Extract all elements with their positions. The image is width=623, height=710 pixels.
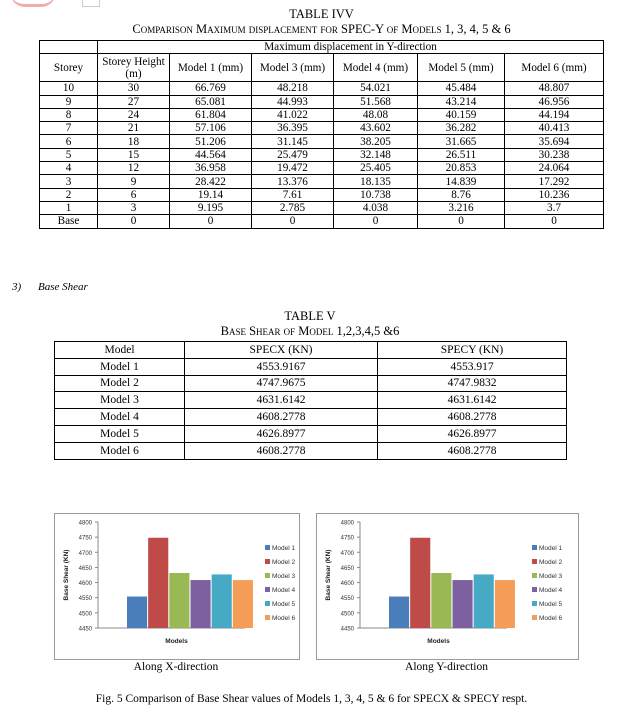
table1-cell: 25.479 (252, 148, 334, 161)
legend-swatch (532, 545, 537, 550)
table1-corner-cell (40, 41, 98, 54)
table1-caption: Comparison Maximum displacement for SPEC-Y of Models 1, 3, 4, 5 & 6 (132, 22, 511, 36)
table2-cell: Model 3 (55, 392, 185, 409)
table2-cell: Model 4 (55, 409, 185, 426)
y-tick-label: 4800 (340, 520, 354, 527)
legend-swatch (532, 559, 537, 564)
table1-row (40, 82, 604, 95)
bar-model-1 (389, 597, 409, 628)
table2-col-header: SPECY (KN) (378, 342, 567, 359)
table1-cell: 24 (98, 108, 170, 121)
table1-row (40, 215, 604, 228)
table1-cell: 30.238 (505, 148, 604, 161)
bar-model-2 (148, 538, 168, 628)
legend-item: Model 1 (272, 545, 296, 552)
table1-cell: 0 (334, 215, 418, 228)
table1-cell: Base (40, 215, 98, 228)
table2-cell: 4626.8977 (378, 425, 567, 442)
table1-cell: 46.956 (505, 95, 604, 108)
table1-col-header: Storey Height (m) (98, 54, 170, 82)
table1-cell: 8.76 (418, 188, 505, 201)
table1-cell: 3 (98, 201, 170, 214)
y-tick-label: 4600 (340, 581, 354, 588)
y-tick-label: 4700 (78, 550, 92, 557)
y-tick-label: 4500 (78, 611, 92, 618)
table1-cell: 0 (170, 215, 252, 228)
table1-cell: 21 (98, 122, 170, 135)
table2-header-row (55, 342, 567, 359)
legend-item: Model 4 (539, 587, 563, 594)
y-tick-label: 4500 (340, 611, 354, 618)
table1-row (40, 175, 604, 188)
table1-cell: 40.413 (505, 122, 604, 135)
legend-swatch (532, 615, 537, 620)
table1-number: TABLE IVV (289, 7, 354, 21)
table1-col-header: Model 5 (mm) (418, 54, 505, 82)
section-number: 3) (12, 281, 22, 293)
table1-cell: 10.738 (334, 188, 418, 201)
table1-cell: 4 (40, 162, 98, 175)
table1-cell: 6 (40, 135, 98, 148)
table1-cell: 54.021 (334, 82, 418, 95)
table1-cell: 40.159 (418, 108, 505, 121)
table2-col-header: Model (55, 342, 185, 359)
legend-swatch (532, 587, 537, 592)
chart-y-direction (316, 513, 579, 660)
table2-cell: Model 2 (55, 375, 185, 392)
chart-x-label: Along X-direction (133, 661, 219, 673)
table1-cell: 45.484 (418, 82, 505, 95)
table2-cell: 4608.2778 (185, 409, 378, 426)
table1-span-header-row (40, 41, 604, 54)
table1-col-header: Model 6 (mm) (505, 54, 604, 82)
table2-row (55, 375, 567, 392)
table1-cell: 18 (98, 135, 170, 148)
table2-cell: 4747.9832 (378, 375, 567, 392)
table1-cell: 0 (505, 215, 604, 228)
bar-model-4 (453, 580, 473, 628)
legend-swatch (265, 587, 270, 592)
table1-cell: 2.785 (252, 201, 334, 214)
table2-cell: 4553.9167 (185, 358, 378, 375)
legend-swatch (265, 615, 270, 620)
table1-cell: 26.511 (418, 148, 505, 161)
table1-cell: 9 (98, 175, 170, 188)
table2-row (55, 425, 567, 442)
legend-item: Model 3 (272, 573, 296, 580)
legend-swatch (532, 573, 537, 578)
table1-cell: 18.135 (334, 175, 418, 188)
legend-item: Model 6 (272, 615, 296, 622)
table1-cell: 9 (40, 95, 98, 108)
table1-cell: 51.206 (170, 135, 252, 148)
bar-model-1 (127, 597, 147, 628)
y-axis-label: Base Shear (KN) (325, 549, 332, 601)
table1-cell: 19.472 (252, 162, 334, 175)
y-tick-label: 4550 (78, 596, 92, 603)
table1-cell: 31.665 (418, 135, 505, 148)
table1-cell: 48.08 (334, 108, 418, 121)
table1-cell: 6 (98, 188, 170, 201)
table1-cell: 38.205 (334, 135, 418, 148)
legend-item: Model 2 (539, 559, 563, 566)
table2-cell: 4553.917 (378, 358, 567, 375)
table1-cell: 66.769 (170, 82, 252, 95)
table1-cell: 27 (98, 95, 170, 108)
table1-displacement (39, 40, 604, 229)
bar-model-6 (495, 580, 515, 628)
y-tick-label: 4450 (340, 626, 354, 633)
table1-cell: 10 (40, 82, 98, 95)
table2-row (55, 409, 567, 426)
table1-cell: 19.14 (170, 188, 252, 201)
table1-span-header: Maximum displacement in Y-direction (98, 41, 604, 54)
legend-item: Model 6 (539, 615, 563, 622)
header-logo-fragment (10, 0, 56, 7)
header-corner-mark (82, 0, 100, 7)
table1-cell: 36.395 (252, 122, 334, 135)
y-tick-label: 4800 (78, 520, 92, 527)
table1-cell: 35.694 (505, 135, 604, 148)
x-axis-label: Models (165, 638, 188, 645)
table1-cell: 8 (40, 108, 98, 121)
legend-swatch (265, 559, 270, 564)
table1-col-header: Storey (40, 54, 98, 82)
table1-cell: 20.853 (418, 162, 505, 175)
chart-x-svg (55, 514, 299, 659)
bar-model-2 (410, 538, 430, 628)
table2-number: TABLE V (284, 309, 336, 323)
table1-cell: 15 (98, 148, 170, 161)
table2-cell: 4747.9675 (185, 375, 378, 392)
table1-cell: 51.568 (334, 95, 418, 108)
y-tick-label: 4650 (340, 565, 354, 572)
table1-row (40, 188, 604, 201)
table2-cell: 4608.2778 (185, 442, 378, 459)
figure-caption: Fig. 5 Comparison of Base Shear values of Models 1, 3, 4, 5 & 6 for SPECX & SPECY respt. (95, 693, 528, 705)
table1-row (40, 162, 604, 175)
table1-col-header: Model 1 (mm) (170, 54, 252, 82)
table1-cell: 24.064 (505, 162, 604, 175)
table1-cell: 3 (40, 175, 98, 188)
table1-cell: 0 (252, 215, 334, 228)
table2-caption: Base Shear of Model 1,2,3,4,5 &6 (220, 324, 400, 338)
legend-swatch (265, 573, 270, 578)
table1-cell: 1 (40, 201, 98, 214)
table2-base-shear (54, 341, 567, 460)
table1-cell: 36.958 (170, 162, 252, 175)
y-tick-label: 4550 (340, 596, 354, 603)
y-tick-label: 4650 (78, 565, 92, 572)
table1-cell: 43.214 (418, 95, 505, 108)
table2-row (55, 358, 567, 375)
bar-model-6 (233, 580, 253, 628)
legend-item: Model 5 (539, 601, 563, 608)
y-axis-label: Base Shear (KN) (63, 549, 70, 601)
table1-cell: 12 (98, 162, 170, 175)
table1-cell: 48.807 (505, 82, 604, 95)
table2-cell: Model 5 (55, 425, 185, 442)
table1-row (40, 135, 604, 148)
table1-cell: 0 (418, 215, 505, 228)
table1-cell: 65.081 (170, 95, 252, 108)
y-tick-label: 4750 (78, 535, 92, 542)
table2-col-header: SPECX (KN) (185, 342, 378, 359)
table1-cell: 43.602 (334, 122, 418, 135)
bar-model-5 (474, 574, 494, 628)
table1-cell: 28.422 (170, 175, 252, 188)
table1-cell: 0 (98, 215, 170, 228)
table1-cell: 9.195 (170, 201, 252, 214)
table1-row (40, 122, 604, 135)
table2-cell: 4626.8977 (185, 425, 378, 442)
table2-cell: 4608.2778 (378, 409, 567, 426)
table1-cell: 10.236 (505, 188, 604, 201)
legend-item: Model 5 (272, 601, 296, 608)
table2-row (55, 392, 567, 409)
table1-row (40, 95, 604, 108)
table2-cell: 4631.6142 (378, 392, 567, 409)
table1-cell: 57.106 (170, 122, 252, 135)
table1-cell: 44.564 (170, 148, 252, 161)
table1-row (40, 201, 604, 214)
table1-cell: 7 (40, 122, 98, 135)
bar-model-5 (212, 574, 232, 628)
table1-cell: 44.194 (505, 108, 604, 121)
table2-cell: 4608.2778 (378, 442, 567, 459)
table1-cell: 17.292 (505, 175, 604, 188)
table1-cell: 4.038 (334, 201, 418, 214)
table1-cell: 2 (40, 188, 98, 201)
table1-cell: 25.405 (334, 162, 418, 175)
section-title: Base Shear (38, 281, 88, 293)
chart-x-direction (54, 513, 300, 660)
legend-item: Model 4 (272, 587, 296, 594)
table1-row (40, 148, 604, 161)
table2-row (55, 442, 567, 459)
table1-cell: 3.216 (418, 201, 505, 214)
y-tick-label: 4700 (340, 550, 354, 557)
table1-cell: 61.804 (170, 108, 252, 121)
table1-cell: 32.148 (334, 148, 418, 161)
table2-cell: Model 6 (55, 442, 185, 459)
bar-model-4 (191, 580, 211, 628)
table1-cell: 13.376 (252, 175, 334, 188)
y-tick-label: 4600 (78, 581, 92, 588)
table2-cell: Model 1 (55, 358, 185, 375)
legend-swatch (532, 601, 537, 606)
table1-cell: 31.145 (252, 135, 334, 148)
table1-cell: 14.839 (418, 175, 505, 188)
table1-cell: 44.993 (252, 95, 334, 108)
table1-col-header: Model 3 (mm) (252, 54, 334, 82)
legend-swatch (265, 545, 270, 550)
table1-header-row (40, 54, 604, 82)
chart-y-label: Along Y-direction (405, 661, 488, 673)
x-axis-label: Models (427, 638, 450, 645)
bar-model-3 (431, 573, 451, 628)
table1-cell: 48.218 (252, 82, 334, 95)
legend-swatch (265, 601, 270, 606)
legend-item: Model 2 (272, 559, 296, 566)
y-tick-label: 4450 (78, 626, 92, 633)
section-heading (12, 281, 88, 293)
table2-cell: 4631.6142 (185, 392, 378, 409)
table1-cell: 36.282 (418, 122, 505, 135)
y-tick-label: 4750 (340, 535, 354, 542)
table1-cell: 30 (98, 82, 170, 95)
table1-col-header: Model 4 (mm) (334, 54, 418, 82)
bar-model-3 (169, 573, 189, 628)
table1-cell: 7.61 (252, 188, 334, 201)
legend-item: Model 3 (539, 573, 563, 580)
table1-cell: 3.7 (505, 201, 604, 214)
chart-y-svg (317, 514, 578, 659)
table1-cell: 41.022 (252, 108, 334, 121)
table1-row (40, 108, 604, 121)
table1-cell: 5 (40, 148, 98, 161)
legend-item: Model 1 (539, 545, 563, 552)
